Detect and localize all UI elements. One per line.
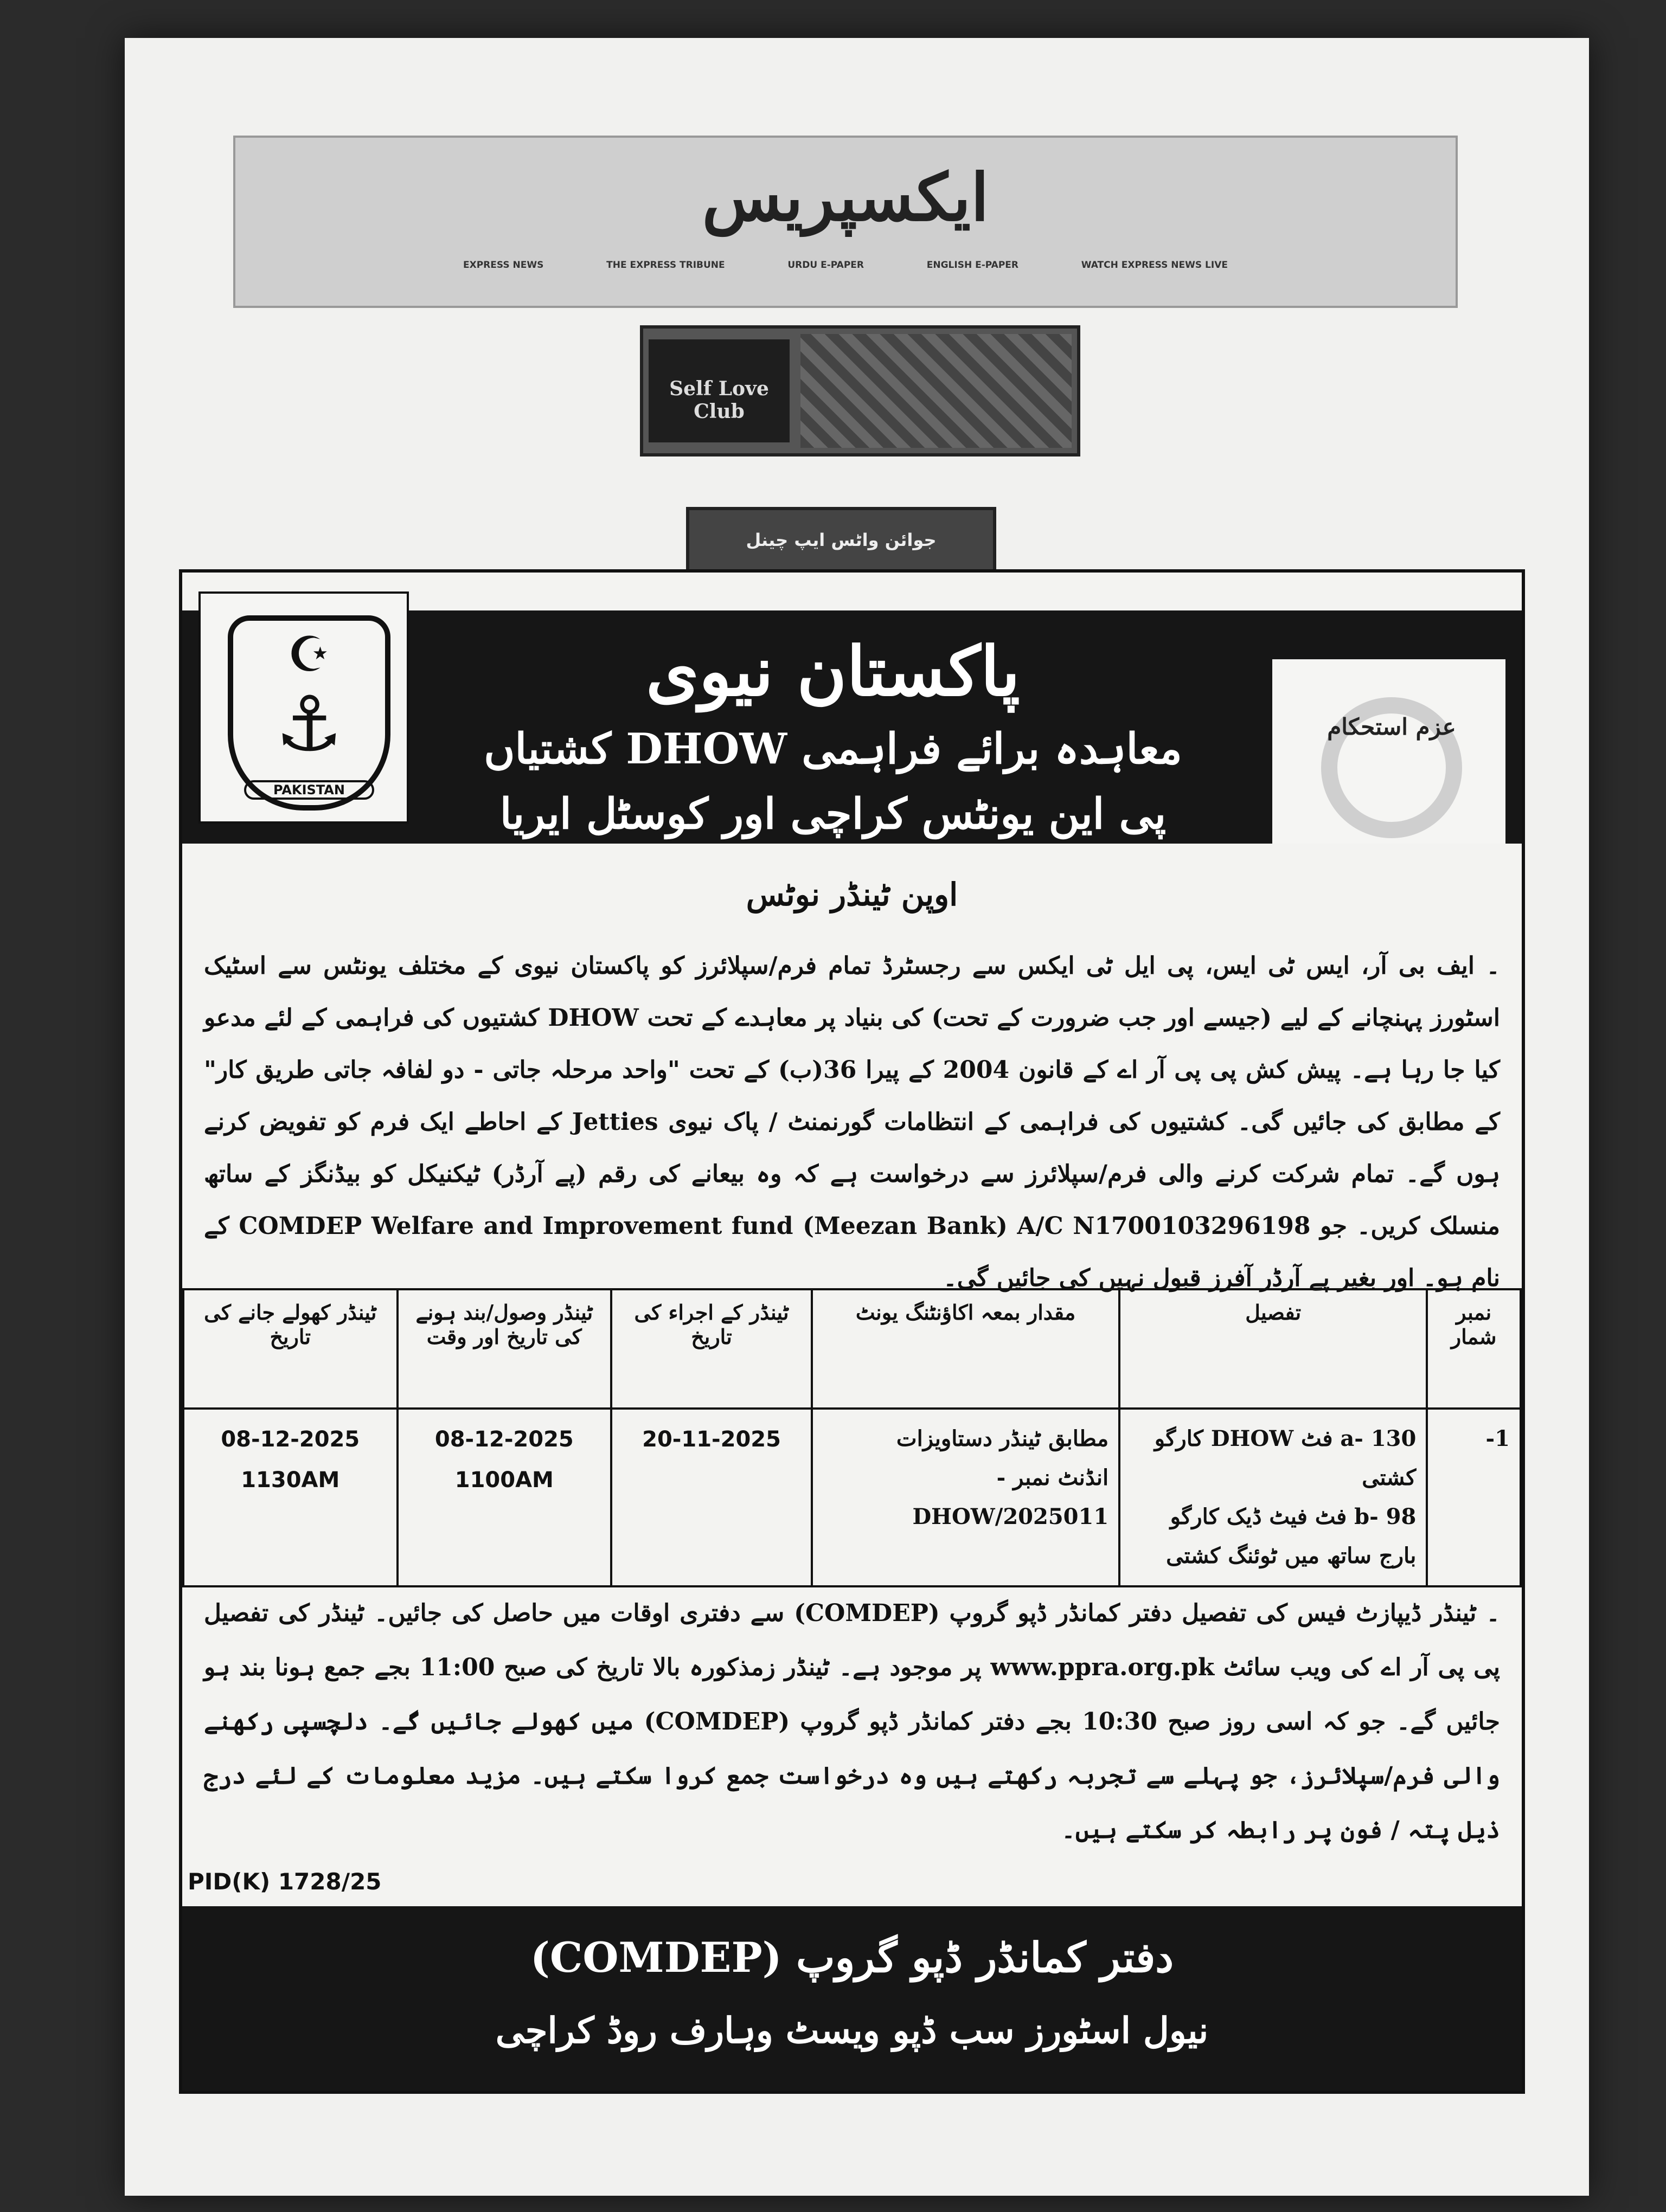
pid-number: PID(K) 1728/25 [188,1868,382,1895]
navy-emblem-icon [228,615,390,811]
notice-paragraph: ۔ ایف بی آر، ایس ٹی ایس، پی ایل ٹی ایکس سے رجسٹرڈ تمام فرم/سپلائرز کو پاکستان نیوی کے مختلف یونٹس سے اسٹیک اسٹورز پہنچانے کے لیے (جیسے اور جب ضرورت کے تحت) کی بنیاد پر معاہدے کے تحت DHOW کشتیوں کی فراہمی کے لئے مدعو کیا جا رہا ہے۔ پیش کش پی پی آر اے کے قانون 2004 کے پیرا 36(ب) کے تحت "واحد مرحلہ جاتی - دو لفافہ جاتی طریق کار" کے مطابق کی جائیں گی۔ کشتیوں کی فراہمی کے انتظامات گورنمنٹ / پاک نیوی Jetties کے احاطے ایک فرم کو تفویض کرنے ہوں گے۔ تمام شرکت کرنے والی فرم/سپلائرز سے درخواست ہے کہ وہ بیعانے کی رقم (پے آرڈر) ٹیکنیکل کو بیڈنگز کے ساتھ منسلک کریں۔ جو COMDEP Welfare and Improvement fund (Meezan Bank) A/C N17001032961​98 کے نام ہو۔ اور بغیر پے آرڈر آفرز قبول نہیں کی جائیں گی۔ [204,952,1501,1292]
banner-brand-line1: Self Love [669,377,769,400]
issue-date: 20-11-2025 [642,1427,781,1452]
crest-text: عزم استحکام [1327,713,1456,740]
banner-brand-line2: Club [694,400,745,423]
footer-address: نیول اسٹورز سب ڈپو ویسٹ وہارف روڈ کراچی [495,2009,1209,2052]
ad-title: پاکستان نیوی [646,632,1020,711]
receipt-time: 1100AM [454,1468,554,1493]
serial-cell: 1- [1427,1409,1521,1586]
nav-item-english-epaper[interactable]: ENGLISH E-PAPER [926,260,1018,271]
issue-date-cell [611,1409,812,1586]
notice-title: اوپن ٹینڈر نوٹس [746,876,958,913]
banner-photo [800,334,1072,448]
footer-paragraph: ۔ ٹینڈر ڈیپازٹ فیس کی تفصیل دفتر کمانڈر ڈپو گروپ (COMDEP) سے دفتری اوقات میں حاصل کی جائیں۔ ٹینڈر کی تفصیل پی پی آر اے کی ویب سائٹ www.ppra.org.pk پر موجود ہے۔ ٹینڈر زمذکورہ بالا تاریخ کی صبح 11:00 بجے جمع ہونا بند ہو جائیں گے۔ جو کہ اسی روز صبح 10:30 بجے دفتر کمانڈر ڈپو گروپ (COMDEP) میں کھولے جائیں گے۔ دلچسپی رکھنے والی فرم/سپلائرز، جو پہلے سے تجربہ رکھتے ہیں وہ درخواست جمع کروا سکتے ہیں۔ مزید معلومات کے لئے درج ذیل پتہ / فون پر رابطہ کر سکتے ہیں۔ [204,1599,1501,1844]
nav-item-watch-live[interactable]: WATCH EXPRESS NEWS LIVE [1081,260,1228,271]
opening-date: 08-12-2025 [221,1427,360,1452]
col-deposit: مقدار بمعہ اکاؤنٹنگ یونٹ [812,1289,1119,1409]
newspaper-logo: ایکسپریس [702,159,989,236]
advertisement-banner[interactable] [640,325,1080,456]
deposit-cell [812,1409,1119,1586]
footer-office: دفتر کمانڈر ڈپو گروپ (COMDEP) [530,1933,1174,1982]
nav-item-express-news[interactable]: EXPRESS NEWS [463,260,544,271]
ad-subtitle-1: معاہدہ برائے فراہمی DHOW کشتیاں [484,724,1182,774]
anchor-icon: ⚓ [275,680,343,769]
table-row [183,1409,1521,1586]
details-cell [1119,1409,1427,1586]
nav-bar [463,260,1228,271]
deposit-line-1: مطابق ٹینڈر دستاویزات [896,1426,1109,1451]
navy-emblem-box [198,591,409,824]
notice-body [204,876,1500,1304]
newspaper-masthead [233,136,1458,308]
nav-item-tribune[interactable]: THE EXPRESS TRIBUNE [606,260,725,271]
receipt-date-cell [398,1409,612,1586]
ad-footer-band [182,1906,1522,2091]
star-crescent-icon: ☪ [287,626,331,683]
col-opening-date: ٹینڈر کھولے جانے کی تاریخ [183,1289,398,1409]
crest-logo-box [1272,659,1505,844]
col-details: تفصیل [1119,1289,1427,1409]
opening-date-cell [183,1409,398,1586]
opening-time: 1130AM [241,1468,340,1493]
emblem-label: PAKISTAN [244,780,374,800]
ad-subtitle-2: پی این یونٹس کراچی اور کوسٹل ایریا [499,789,1167,839]
table-header-row [183,1289,1521,1409]
item-b: b- 98 فٹ فیٹ ڈیک کارگو بارج ساتھ میں ٹوئنگ کشتی [1166,1504,1417,1568]
banner-brand-logo [649,339,790,442]
nav-item-urdu-epaper[interactable]: URDU E-PAPER [787,260,864,271]
tender-table [182,1288,1522,1587]
tender-advertisement [179,569,1525,2094]
deposit-line-2: انڈنٹ نمبر - DHOW/2025011 [912,1465,1109,1529]
col-receipt-date: ٹینڈر وصول/بند ہونے کی تاریخ اور وقت [398,1289,612,1409]
col-serial: نمبر شمار [1427,1289,1521,1409]
receipt-date: 08-12-2025 [434,1427,574,1452]
col-issue-date: ٹینڈر کے اجراء کی تاریخ [611,1289,812,1409]
item-a: a- 130 فٹ DHOW کارگو کشتی [1154,1426,1417,1490]
whatsapp-channel-button[interactable]: جوائن واٹس ایپ چینل [686,507,996,573]
